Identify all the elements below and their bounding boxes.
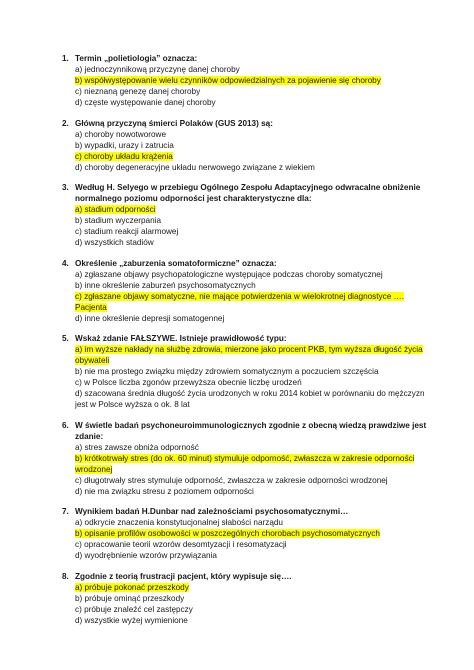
answer-option xyxy=(75,517,434,528)
answer-option-text: c) długotrwały stres stymuluje odporność, zwłaszcza w zakresie odporności wrodzonej xyxy=(75,475,388,485)
answer-option xyxy=(75,226,434,237)
question-text: W świetle badań psychoneuroimmunologicznych zgodnie z obecną wiedzą prawdziwe jest zdanie: xyxy=(75,420,427,441)
answer-option-text: a) im wyższe nakłady na służbę zdrowia, mierzone jako procent PKB, tym wyższa długość życia obywateli xyxy=(75,345,423,365)
answer-option-text: b) próbuje ominąć przeszkody xyxy=(75,593,185,603)
question-heading xyxy=(62,333,434,344)
answer-option-highlighted xyxy=(75,453,434,475)
answer-option xyxy=(75,539,434,550)
answer-option-text: a) stres zawsze obniża odporność xyxy=(75,442,199,452)
question-block xyxy=(62,333,434,410)
question-number: 4. xyxy=(62,258,69,268)
answer-option xyxy=(75,366,434,377)
question-heading xyxy=(62,571,434,582)
answer-option-text: d) inne określenie depresji somatogennej xyxy=(75,313,225,323)
question-heading xyxy=(62,258,434,269)
answer-option-text: c) nieznaną genezę danej choroby xyxy=(75,87,201,96)
answer-option-text: d) choroby degeneracyjne układu nerwowego związane z wiekiem xyxy=(75,162,315,172)
answer-option xyxy=(75,140,434,151)
answer-option-text: a) jednoczynnikową przyczynę danej choroby xyxy=(75,65,240,74)
question-number: 1. xyxy=(62,54,69,63)
answer-option-text: d) wszystkich stadiów xyxy=(75,238,154,247)
question-text: Wskaż zdanie FAŁSZYWE. Istnieje prawidłowość typu: xyxy=(75,334,287,343)
question-block xyxy=(62,258,434,324)
answer-option-text: c) zgłaszane objawy somatyczne, nie mające potwierdzenia w wielokrotnej diagnostyce …. Pacjenta xyxy=(75,291,405,312)
question-text: Główną przyczyną śmierci Polaków (GUS 2013) są: xyxy=(75,118,273,128)
answer-option-text: d) szacowana średnia długość życia urodzonych w roku 2014 kobiet w porównaniu do mężczyzn jest w Polsce wyższa o ok. 8 lat xyxy=(75,389,425,409)
question-block xyxy=(62,53,434,108)
question-block xyxy=(62,182,434,248)
question-number: 7. xyxy=(62,507,69,516)
question-number: 6. xyxy=(62,420,69,430)
answer-option-highlighted xyxy=(75,528,434,539)
answer-option xyxy=(75,97,434,108)
answer-option xyxy=(75,593,434,604)
question-text: Wynikiem badań H.Dunbar nad zależnościami psychosomatycznymi… xyxy=(75,507,349,516)
question-heading xyxy=(62,182,434,204)
question-block xyxy=(62,420,434,497)
answer-option-text: b) współwystępowanie wielu czynników odpowiedzialnych za pojawienie się choroby xyxy=(75,76,381,85)
answer-option-text: b) stadium wyczerpania xyxy=(75,216,162,225)
answer-option xyxy=(75,313,434,324)
answer-option-text: a) stadium odporności xyxy=(75,205,156,214)
answer-option-text: d) wyodrębnienie wzorów przywiązania xyxy=(75,551,217,560)
question-number: 2. xyxy=(62,118,69,128)
question-heading xyxy=(62,506,434,517)
answer-option xyxy=(75,280,434,291)
question-text: Zgodnie z teorią frustracji pacjent, który wypisuje się…. xyxy=(75,571,292,581)
answer-option-text: d) częste występowanie danej choroby xyxy=(75,98,216,107)
answer-option-text: b) nie ma prostego związku między zdrowiem somatycznym a poczuciem szczęścia xyxy=(75,367,379,376)
answer-option xyxy=(75,442,434,453)
answer-option-highlighted xyxy=(75,344,434,366)
question-text: Termin „polietiologia” oznacza: xyxy=(75,54,198,63)
question-block xyxy=(62,506,434,561)
answer-option xyxy=(75,86,434,97)
question-number: 3. xyxy=(62,183,69,192)
answer-option-text: c) choroby układu krążenia xyxy=(75,151,173,161)
answer-option-text: a) zgłaszane objawy psychopatologiczne występujące podczas choroby somatycznej xyxy=(75,269,383,279)
answer-option-text: c) opracowanie teorii wzorów desomtyzacji i resomatyzacji xyxy=(75,540,287,549)
question-number: 8. xyxy=(62,571,69,581)
question-heading xyxy=(62,118,434,129)
answer-option-text: c) próbuje znaleźć cel zastępczy xyxy=(75,604,193,614)
answer-option xyxy=(75,162,434,173)
answer-option-text: b) inne określenie zaburzeń psychosomatycznych xyxy=(75,280,256,290)
question-heading xyxy=(62,53,434,64)
question-number: 5. xyxy=(62,334,69,343)
question-text: Według H. Selyego w przebiegu Ogólnego Zespołu Adaptacyjnego odwracalne obniżenie normalnego poziomu odporności jest charakterystyczne dla: xyxy=(75,183,421,203)
question-block xyxy=(62,571,434,626)
answer-option xyxy=(75,388,434,410)
answer-option-text: d) nie ma związku stresu z poziomem odporności xyxy=(75,486,254,496)
answer-option-text: a) odkrycie znaczenia konstytucjonalnej słabości narządu xyxy=(75,518,283,527)
question-heading xyxy=(62,420,434,442)
answer-option xyxy=(75,615,434,626)
answer-option xyxy=(75,215,434,226)
answer-option-text: a) próbuje pokonać przeszkody xyxy=(75,582,189,592)
answer-option xyxy=(75,486,434,497)
answer-option xyxy=(75,550,434,561)
answer-option-text: b) opisanie profilów osobowości w poszczególnych chorobach psychosomatycznych xyxy=(75,529,380,538)
answer-option xyxy=(75,64,434,75)
answer-option xyxy=(75,129,434,140)
answer-option-text: a) choroby nowotworowe xyxy=(75,129,167,139)
answer-option-text: d) wszystkie wyżej wymienione xyxy=(75,615,188,625)
answer-option xyxy=(75,475,434,486)
answer-option-highlighted xyxy=(75,151,434,162)
answer-option-text: c) w Polsce liczba zgonów przewyższa obecnie liczbę urodzeń xyxy=(75,378,302,387)
answer-option-highlighted xyxy=(75,75,434,86)
answer-option-text: b) krótkotrwały stres (do ok. 60 minut) stymuluje odporność, zwłaszcza w zakresie odporności wrodzonej xyxy=(75,453,415,474)
answer-option-highlighted xyxy=(75,582,434,593)
answer-option xyxy=(75,237,434,248)
answer-option xyxy=(75,269,434,280)
answer-option-highlighted xyxy=(75,204,434,215)
question-text: Określenie „zaburzenia somatoformiczne” oznacza: xyxy=(75,258,277,268)
answer-option-text: c) stadium reakcji alarmowej xyxy=(75,227,179,236)
question-block xyxy=(62,118,434,173)
answer-option xyxy=(75,377,434,388)
answer-option-text: b) wypadki, urazy i zatrucia xyxy=(75,140,174,150)
answer-option-highlighted xyxy=(75,291,434,313)
answer-option xyxy=(75,604,434,615)
